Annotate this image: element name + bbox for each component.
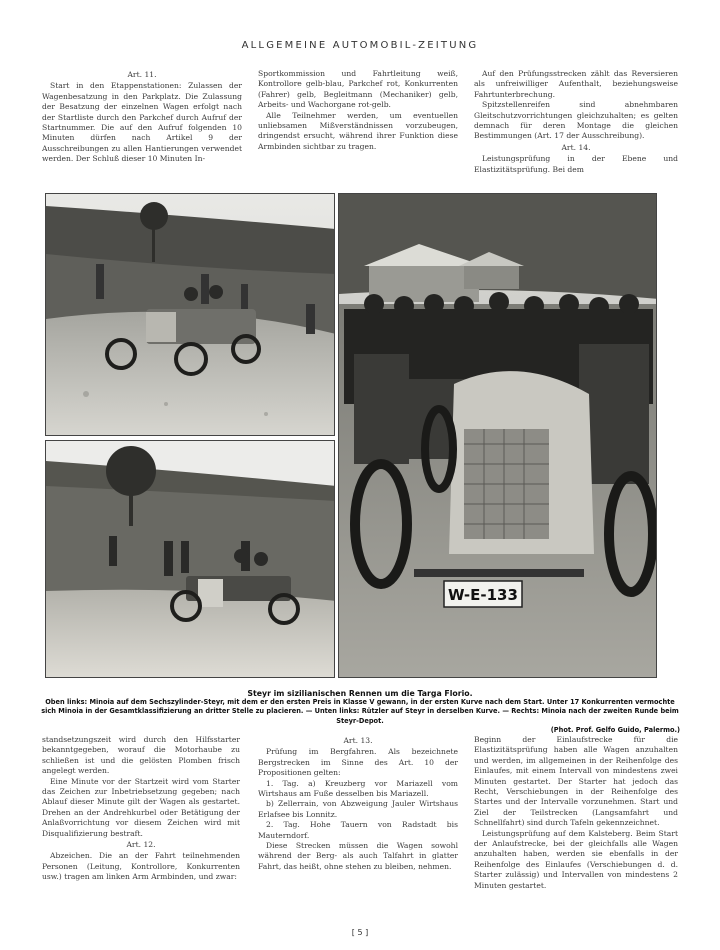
caption-credit: (Phot. Prof. Gelfo Guido, Palermo.) bbox=[550, 726, 680, 735]
paragraph: Start in den Etappenstationen: Zulassen der Wagenbesatzung in den Parkplatz. Die Zulassung der Besatzung der einzelnen Wagen erfolgt nach der Startliste durch den Parkchef durch Aufruf der Startnummer. Die auf den Aufruf folgenden 10 Minuten dürfen nach Artikel 9 der Ausschreibungen zu allen Hantierungen verwendet werden. Der Schluß dieser 10 Minuten In- bbox=[42, 81, 242, 164]
paragraph: 2. Tag. Hohe Tauern von Radstadt bis Mauterndorf. bbox=[258, 820, 458, 840]
article-heading: Art. 14. bbox=[561, 142, 591, 152]
paragraph: standsetzungszeit wird durch den Hilfsstarter bekanntgegeben, worauf die Motorhaube zu schließen ist und die gelösten Plomben frisch angelegt werden. bbox=[42, 735, 240, 776]
photo-caption bbox=[40, 689, 680, 734]
paragraph: Leistungsprüfung auf dem Kalsteberg. Beim Start der Anlaufstrecke, bei der gleichfalls alle Wagen anzuhalten haben, werden sie ebenfalls in der Reihenfolge des Einlaufes (Verschiebungen d. d. Starter zulässig) und Intervallen von mindestens 2 Minuten gestartet. bbox=[474, 828, 678, 890]
top-column-1 bbox=[42, 69, 242, 165]
paragraph: Leistungsprüfung in der Ebene und Elastizitätsprüfung. Bei dem bbox=[474, 154, 678, 174]
journal-header: ALLGEMEINE AUTOMOBIL-ZEITUNG bbox=[241, 40, 479, 51]
bottom-column-3 bbox=[474, 735, 678, 891]
article-heading: Art. 12. bbox=[126, 840, 156, 850]
paragraph: Prüfung im Bergfahren. Als bezeichnete Bergstrecken im Sinne des Art. 10 der Propositionen gelten: bbox=[258, 747, 458, 778]
bottom-column-1 bbox=[42, 735, 240, 883]
article-heading: Art. 11. bbox=[127, 70, 157, 79]
paragraph: Abzeichen. Die an der Fahrt teilnehmenden Personen (Leitung, Kontrollore, Konkurrenten usw.) tragen am linken Arm Armbinden, und zwar: bbox=[42, 851, 240, 882]
paragraph: Eine Minute vor der Startzeit wird vom Starter das Zeichen zur Inbetriebsetzung gegeben; nach Ablauf dieser Minute gilt der Wagen als gestartet. Drehen an der Andrehkurbel oder Betätigung der Anlaßvorrichtung vor diesem Zeichen wird mit Disqualifizierung bestraft. bbox=[42, 776, 240, 838]
license-plate: W-E-133 bbox=[448, 586, 518, 604]
caption-body: Oben links: Minoia auf dem Sechszylinder-Steyr, mit dem er den ersten Preis in Klasse V gewann, in der ersten Kurve nach dem Start. Unter 17 Konkurrenten vermochte sich Minoia in der Gesamtklassifizierung an dritter Stelle zu placieren. — Unten links: Rützler auf Steyr in derselben Kurve. — Rechts: Minoia nach der zweiten Runde beim Steyr-Depot. bbox=[41, 698, 679, 725]
page-number: [ 5 ] bbox=[351, 928, 369, 937]
paragraph: Spitzstellenreifen sind abnehmbaren Gleitschutzvorrichtungen gleichzuhalten; es gelten demnach für deren Montage die gleichen Bestimmungen (Art. 17 der Ausschreibung). bbox=[474, 100, 678, 141]
photo-bottom-left bbox=[45, 440, 335, 678]
paragraph: Beginn der Einlaufstrecke für die Elastizitätsprüfung haben alle Wagen anzuhalten und werden, im allgemeinen in der Reihenfolge des Einlaufes, mit einem Intervall von mindestens zwei Minuten gestartet. Der Starter hat jedoch das Recht, Verschiebungen in der Reihenfolge des Startes und der Intervalle vorzunehmen. Start und Ziel der Teilstrecken (Langsamfahrt und Schnellfahrt) sind durch Tafeln gekennzeichnet. bbox=[474, 735, 678, 828]
paragraph: 1. Tag. a) Kreuzberg vor Mariazell vom Wirtshaus am Fuße desselben bis Mariazell. bbox=[258, 778, 458, 799]
bottom-column-2 bbox=[258, 735, 458, 872]
paragraph: Auf den Prüfungsstrecken zählt das Reversieren als unfreiwilliger Aufenthalt, beziehungsweise Fahrtunterbrechung. bbox=[474, 69, 678, 99]
top-column-2 bbox=[258, 69, 458, 152]
paragraph: Alle Teilnehmer werden, um eventuellen unliebsamen Mißverständnissen vorzubeugen, dringendst ersucht, während ihrer Funktion diese Armbinden sichtbar zu tragen. bbox=[258, 110, 458, 151]
paragraph: Diese Strecken müssen die Wagen sowohl während der Berg- als auch Talfahrt in glatter Fahrt, das heißt, ohne stehen zu bleiben, nehmen. bbox=[258, 841, 458, 871]
photo-top-left bbox=[45, 193, 335, 436]
paragraph: b) Zellerrain, von Abzweigung Jauler Wirtshaus Erlafsee bis Lonnitz. bbox=[258, 799, 458, 819]
article-heading: Art. 13. bbox=[343, 736, 373, 745]
top-column-3 bbox=[474, 69, 678, 175]
paragraph: Sportkommission und Fahrtleitung weiß, Kontrollore gelb-blau, Parkchef rot, Konkurrenten (Fahrer) gelb, Begleitmann (Mechaniker) gelb, Arbeits- und Wachorgane rot-gelb. bbox=[258, 69, 458, 110]
photo-right bbox=[338, 193, 657, 678]
caption-title: Steyr im sizilianischen Rennen um die Targa Florio. bbox=[247, 689, 473, 698]
